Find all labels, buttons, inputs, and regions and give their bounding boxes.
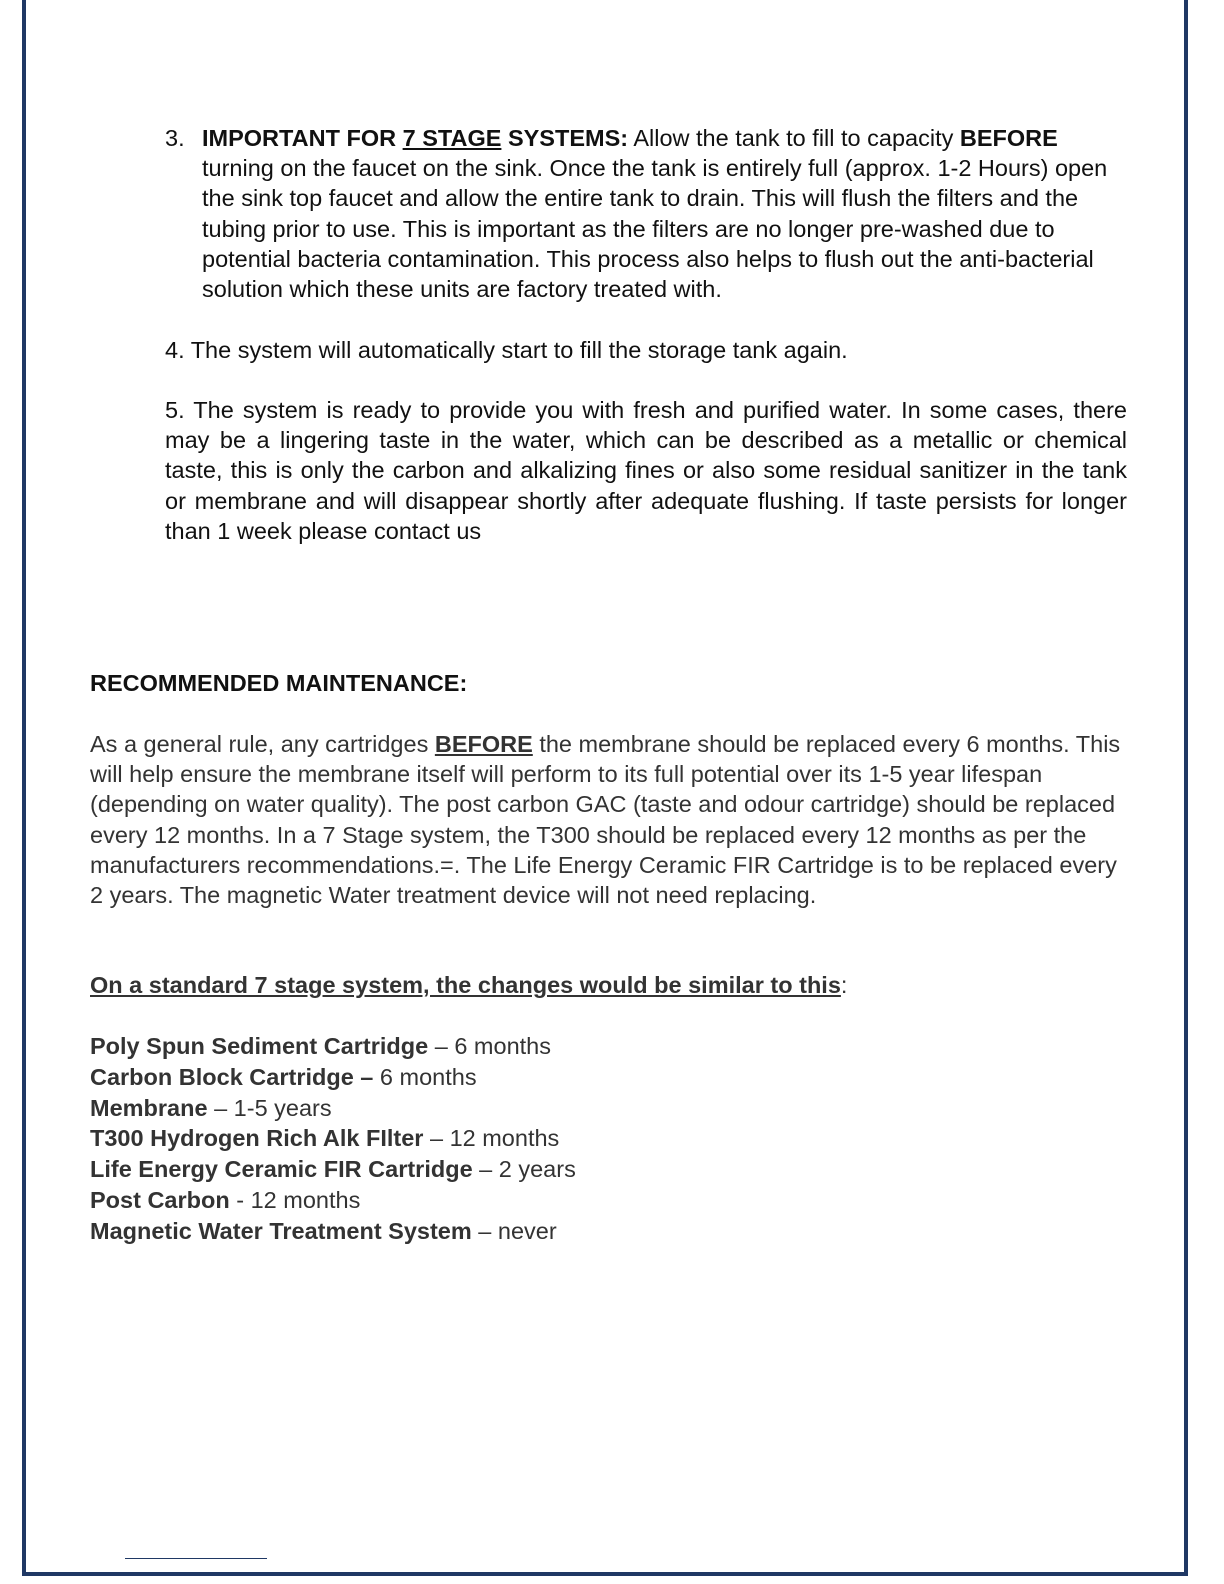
schedule-item-name: Magnetic Water Treatment System xyxy=(90,1217,472,1244)
standard-heading-colon: : xyxy=(840,972,848,998)
schedule-item-name: Membrane xyxy=(90,1094,208,1121)
schedule-row xyxy=(90,1154,576,1185)
list-item-3 xyxy=(165,123,1125,304)
schedule-item-name: Carbon Block Cartridge – xyxy=(90,1063,374,1090)
schedule-row xyxy=(90,1031,576,1062)
maintenance-heading: RECOMMENDED MAINTENANCE: xyxy=(90,670,468,696)
replacement-schedule xyxy=(90,1031,576,1247)
systems-lead: SYSTEMS: xyxy=(501,125,629,151)
schedule-item-interval: 6 months xyxy=(373,1063,477,1090)
schedule-row xyxy=(90,1062,576,1093)
schedule-item-interval: – 1-5 years xyxy=(207,1094,332,1121)
maintenance-text-2: the membrane should be replaced every 6 months. This will help ensure the membrane itself will perform to its full potential over its 1-5 year lifespan (depending on water quality). The post carbon GAC (taste and odour cartridge) should be replaced every 12 months. In a 7 Stage system, the T300 should be replaced every 12 months as per the manufacturers recommendations.=. The Life Energy Ceramic FIR Cartridge is to be replaced every 2 years. The magnetic Water treatment device will not need replacing. xyxy=(90,731,1121,909)
item3-text-1: Allow the tank to fill to capacity xyxy=(628,125,960,151)
maintenance-paragraph xyxy=(90,729,1130,910)
important-lead: IMPORTANT FOR xyxy=(202,125,403,151)
schedule-item-interval: - 12 months xyxy=(229,1186,361,1213)
schedule-row xyxy=(90,1093,576,1124)
list-item-4: 4. The system will automatically start to fill the storage tank again. xyxy=(165,337,848,363)
schedule-item-interval: – 12 months xyxy=(423,1125,560,1152)
footer-rule xyxy=(125,1558,267,1559)
list-item-5: 5. The system is ready to provide you with fresh and purified water. In some cases, there may be a lingering taste in the water, which can be described as a metallic or chemical taste, this is only the carbon and alkalizing fines or also some residual sanitizer in the tank or membrane and will disappear shortly after adequate flushing. If taste persists for longer than 1 week please contact us xyxy=(165,397,1127,544)
schedule-item-interval: – 6 months xyxy=(428,1033,551,1059)
schedule-item-name: Life Energy Ceramic FIR Cartridge xyxy=(90,1156,473,1183)
schedule-item-name: Post Carbon xyxy=(90,1186,230,1213)
schedule-item-interval: – 2 years xyxy=(472,1156,576,1183)
schedule-row xyxy=(90,1216,576,1247)
maintenance-before-emphasis: BEFORE xyxy=(434,731,533,757)
standard-system-heading xyxy=(90,970,847,1000)
schedule-item-interval: – never xyxy=(471,1217,557,1244)
standard-heading-text: On a standard 7 stage system, the changes would be similar to this xyxy=(90,972,841,998)
schedule-row xyxy=(90,1123,576,1154)
list-item-number: 3. xyxy=(165,125,185,151)
schedule-item-name: T300 Hydrogen Rich Alk FIlter xyxy=(90,1125,424,1152)
before-emphasis: BEFORE xyxy=(959,125,1058,151)
seven-stage-emphasis: 7 STAGE xyxy=(402,125,502,151)
list-item-text xyxy=(202,123,1125,304)
maintenance-text-1: As a general rule, any cartridges xyxy=(90,731,435,757)
item3-text-2: turning on the faucet on the sink. Once the tank is entirely full (approx. 1-2 Hours) open the sink top faucet and allow the entire tank to drain. This will flush the filters and the tubing prior to use. This is important as the filters are no longer pre-washed due to potential bacteria contamination. This process also helps to flush out the anti-bacterial solution which these units are factory treated with. xyxy=(202,155,1108,303)
schedule-row xyxy=(90,1185,576,1216)
schedule-item-name: Poly Spun Sediment Cartridge xyxy=(90,1033,429,1059)
